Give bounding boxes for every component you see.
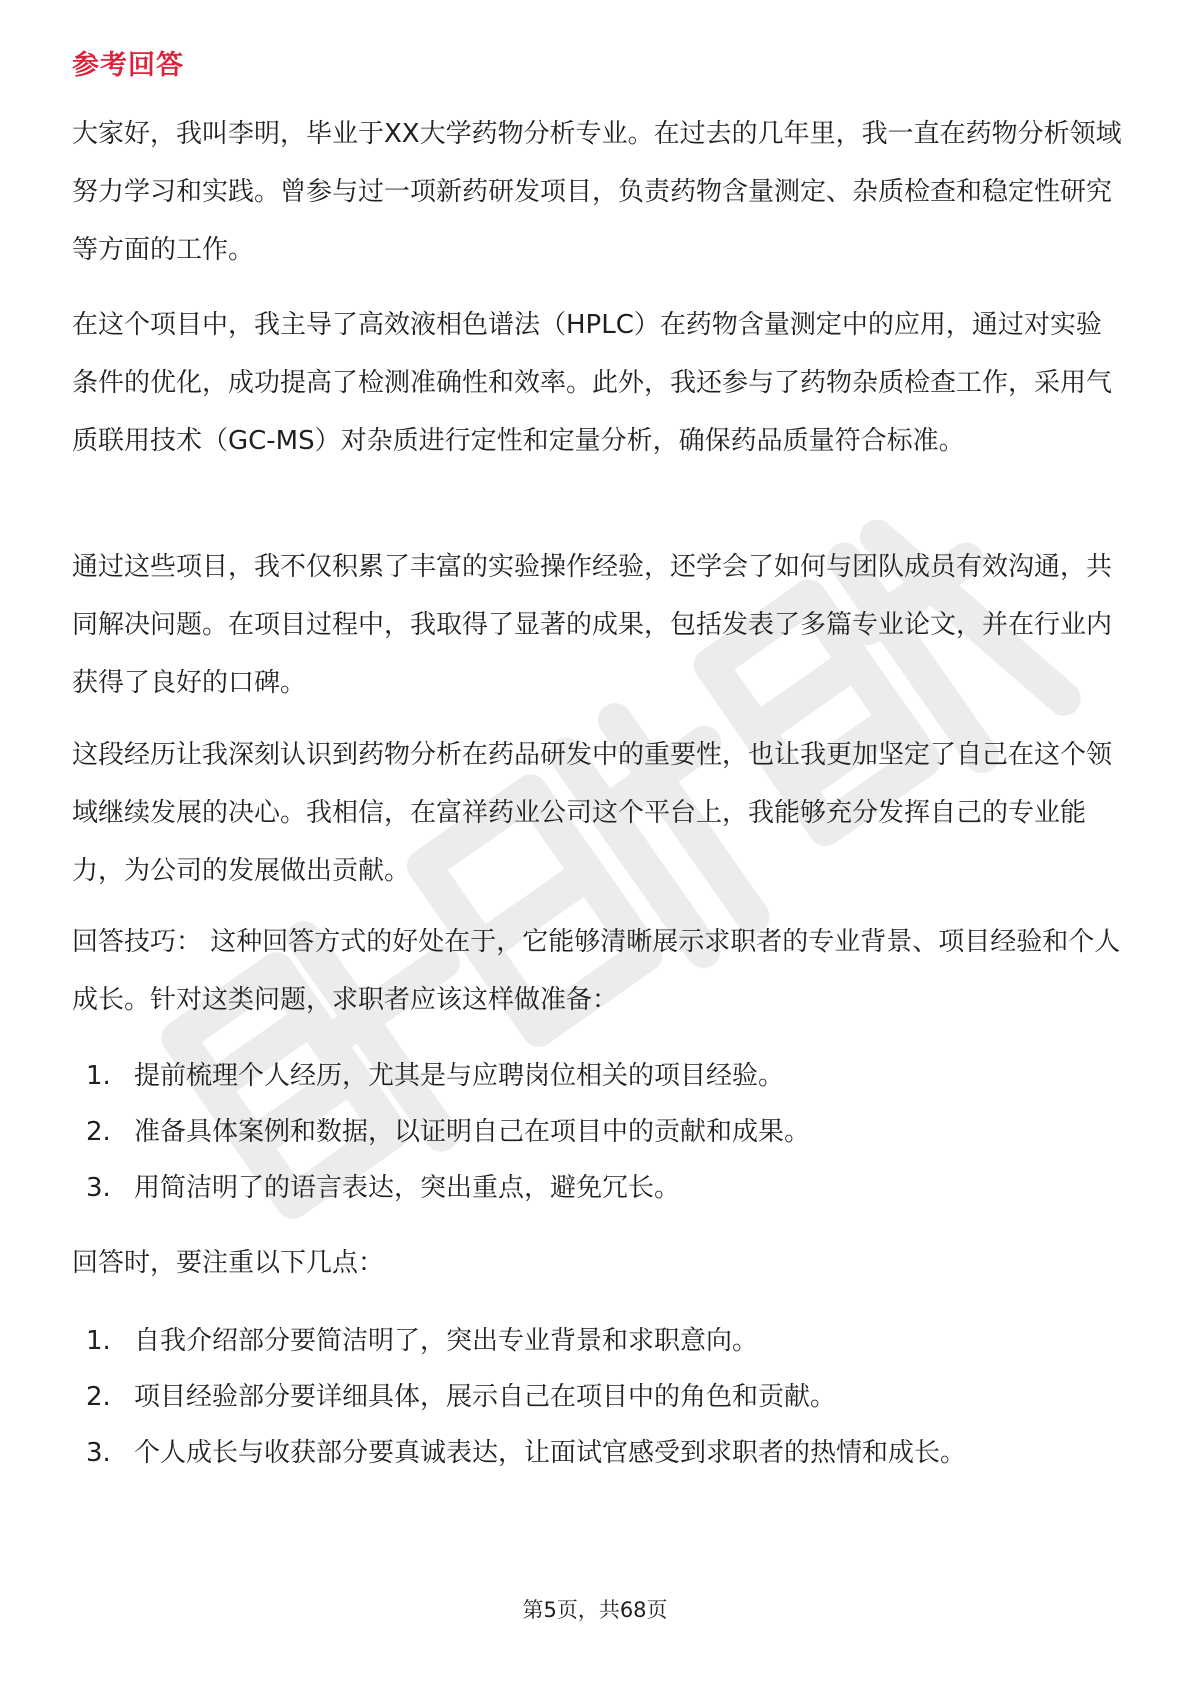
list-item-text: 个人成长与收获部分要真诚表达，让面试官感受到求职者的热情和成长。	[134, 1438, 967, 1468]
list-item-text: 用简洁明了的语言表达，突出重点，避免冗长。	[134, 1173, 681, 1203]
prep-list	[72, 1048, 1122, 1216]
paragraph-project: 在这个项目中，我主导了高效液相色谱法（HPLC）在药物含量测定中的应用，通过对实验条件的优化，成功提高了检测准确性和效率。此外，我还参与了药物杂质检查工作，采用气质联用技术（GC-MS）对杂质进行定性和定量分析，确保药品质量符合标准。	[72, 310, 1113, 456]
list-item-number: 2.	[86, 1382, 111, 1412]
paragraph-intro: 大家好，我叫李明，毕业于XX大学药物分析专业。在过去的几年里，我一直在药物分析领域努力学习和实践。曾参与过一项新药研发项目，负责药物含量测定、杂质检查和稳定性研究等方面的工作。	[72, 119, 1122, 265]
points-list	[72, 1313, 1122, 1481]
list-item-number: 1.	[86, 1326, 111, 1356]
list-item	[72, 1104, 1122, 1160]
section-title: 参考回答	[72, 50, 184, 81]
points-intro: 回答时，要注重以下几点：	[72, 1248, 385, 1278]
list-item	[72, 1160, 1122, 1216]
paragraph-conclusion: 这段经历让我深刻认识到药物分析在药品研发中的重要性，也让我更加坚定了自己在这个领域继续发展的决心。我相信，在富祥药业公司这个平台上，我能够充分发挥自己的专业能力，为公司的发展做出贡献。	[72, 740, 1113, 886]
list-item-number: 3.	[86, 1173, 111, 1203]
list-item-number: 2.	[86, 1117, 111, 1147]
list-item	[72, 1425, 1122, 1481]
list-item-text: 自我介绍部分要简洁明了，突出专业背景和求职意向。	[134, 1326, 759, 1356]
page-footer: 第5页，共68页	[522, 1598, 668, 1622]
list-item-number: 1.	[86, 1061, 111, 1091]
paragraph-experience: 通过这些项目，我不仅积累了丰富的实验操作经验，还学会了如何与团队成员有效沟通，共同解决问题。在项目过程中，我取得了显著的成果，包括发表了多篇专业论文，并在行业内获得了良好的口碑。	[72, 552, 1113, 698]
list-item	[72, 1369, 1122, 1425]
list-item-text: 准备具体案例和数据，以证明自己在项目中的贡献和成果。	[134, 1117, 811, 1147]
list-item	[72, 1313, 1122, 1369]
list-item-text: 提前梳理个人经历，尤其是与应聘岗位相关的项目经验。	[134, 1061, 785, 1091]
list-item-text: 项目经验部分要详细具体，展示自己在项目中的角色和贡献。	[134, 1382, 837, 1412]
paragraph-tips: 回答技巧： 这种回答方式的好处在于，它能够清晰展示求职者的专业背景、项目经验和个人成长。针对这类问题，求职者应该这样做准备：	[72, 927, 1121, 1015]
list-item	[72, 1048, 1122, 1104]
list-item-number: 3.	[86, 1438, 111, 1468]
